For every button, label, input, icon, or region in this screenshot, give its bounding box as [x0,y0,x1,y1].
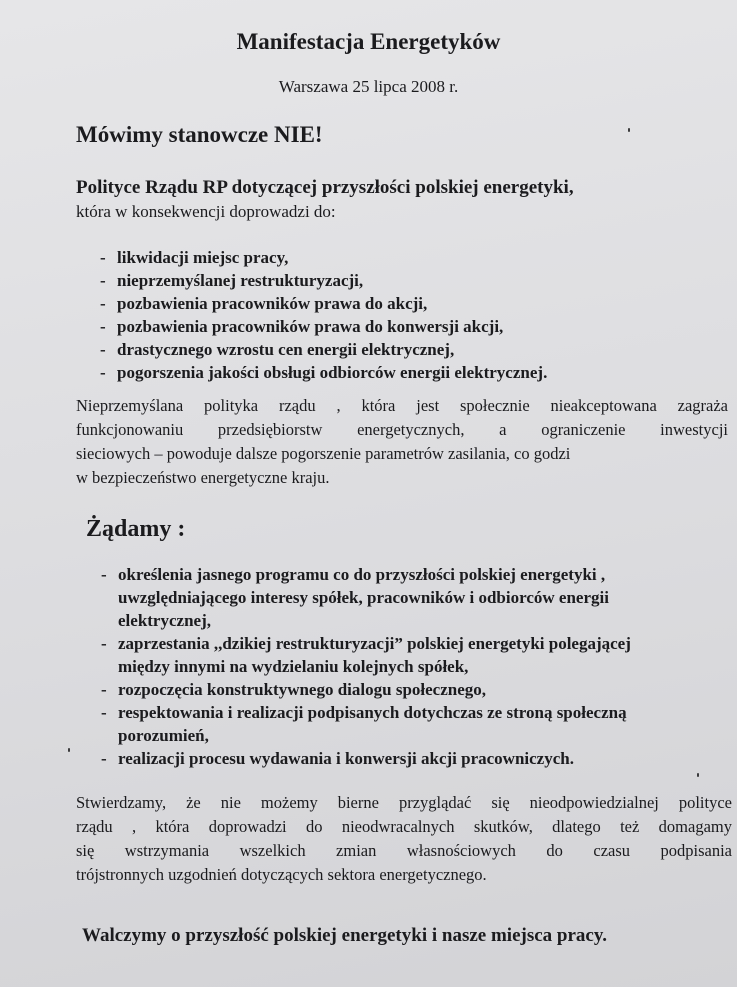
dash-bullet: - [100,248,106,267]
dash-bullet: - [101,680,107,699]
subject-line: Polityce Rządu RP dotyczącej przyszłości polskiej energetyki, [76,177,574,198]
list-item [101,701,631,747]
paragraph-statement [76,791,732,887]
dash-bullet: - [101,565,107,584]
list-item-text: nieprzemyślanej restrukturyzacji, [117,271,364,290]
paragraph-line: trójstronnych uzgodnień dotyczących sektora energetycznego. [76,865,487,884]
list-item [100,269,547,292]
date-line: Warszawa 25 lipca 2008 r. [278,77,459,96]
document-title: Manifestacja Energetyków [236,29,501,54]
lead-line: która w konsekwencji doprowadzi do: [76,202,336,221]
list-item-text: pozbawienia pracowników prawa do konwersji akcji, [117,317,504,336]
list-item-text: drastycznego wzrostu cen energii elektrycznej, [117,340,455,359]
list-item-text: zaprzestania ,,dzikiej restrukturyzacji” polskiej energetyki polegającej [118,634,631,653]
list-item [100,246,547,269]
dash-bullet: - [101,703,107,722]
list-item [101,747,631,770]
paragraph-line: rządu , która doprowadzi do nieodwracalnych skutków, dlatego też domagamy [76,817,732,836]
dash-bullet: - [100,363,106,382]
consequences-list [100,246,548,384]
list-item-text: rozpoczęcia konstruktywnego dialogu społecznego, [118,680,487,699]
list-item [100,292,547,315]
paragraph-line: sieciowych – powoduje dalsze pogorszenie parametrów zasilania, co godzi [76,444,571,463]
list-item-text: realizacji procesu wydawania i konwersji akcji pracowniczych. [118,749,574,768]
dash-bullet: - [100,271,106,290]
closing-line: Walczymy o przyszłość polskiej energetyki i nasze miejsca pracy. [82,925,608,946]
paragraph-policy [76,394,728,490]
paragraph-line: się wstrzymania wszelkich zmian własnościowych do czasu podpisania [76,841,732,860]
list-item-text: uwzględniającego interesy spółek, pracowników i odbiorców energii [118,588,609,607]
list-item-text: porozumień, [118,726,209,745]
list-item-text: pogorszenia jakości obsługi odbiorców energii elektrycznej. [117,363,548,382]
paragraph-line: funkcjonowaniu przedsiębiorstw energetycznych, a ograniczenie inwestycji [76,420,728,439]
dash-bullet: - [100,294,106,313]
paragraph-line: Nieprzemyślana polityka rządu , która jest społecznie nieakceptowana zagraża [76,396,728,415]
list-item [100,338,547,361]
dash-bullet: - [100,340,106,359]
list-item [100,315,547,338]
list-item-text: respektowania i realizacji podpisanych dotychczas ze stroną społeczną [118,703,627,722]
paper-speck [697,773,699,777]
paragraph-line: Stwierdzamy, że nie możemy bierne przyglądać się nieodpowiedzialnej polityce [76,793,732,812]
paper-speck [68,748,70,752]
list-item [101,563,631,632]
list-item [101,632,631,678]
demands-list [101,563,631,770]
heading-demands: Żądamy : [86,516,186,542]
paper-speck [628,128,630,132]
dash-bullet: - [100,317,106,336]
dash-bullet: - [101,634,107,653]
list-item [100,361,548,384]
list-item-text: likwidacji miejsc pracy, [117,248,289,267]
dash-bullet: - [101,749,107,768]
heading-no: Mówimy stanowcze NIE! [76,122,323,147]
list-item [101,678,631,701]
list-item-text: między innymi na wydzielaniu kolejnych spółek, [118,657,469,676]
list-item-text: określenia jasnego programu co do przyszłości polskiej energetyki , [118,565,606,584]
paragraph-line: w bezpieczeństwo energetyczne kraju. [76,468,330,487]
list-item-text: elektrycznej, [118,611,211,630]
list-item-text: pozbawienia pracowników prawa do akcji, [117,294,428,313]
